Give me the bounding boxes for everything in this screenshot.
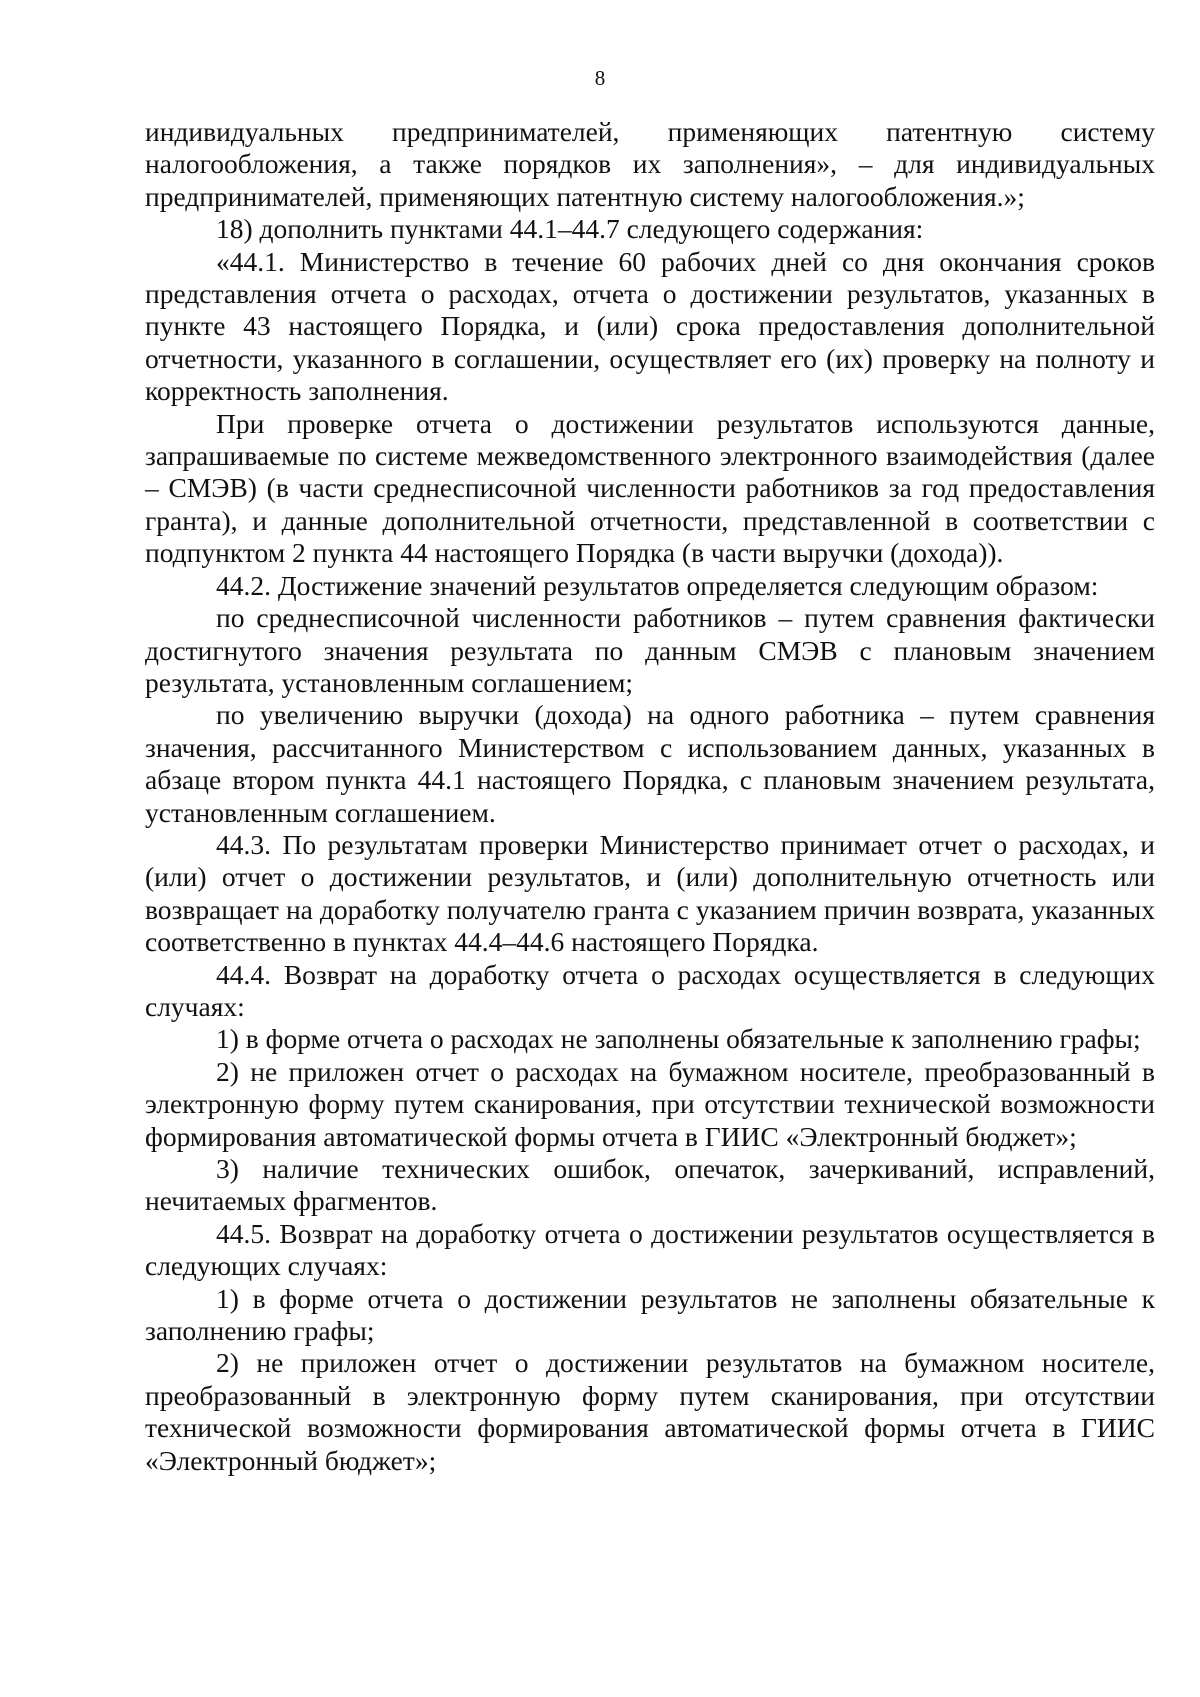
paragraph: 2) не приложен отчет о достижении результатов на бумажном носителе, преобразованный в электронную форму путем сканирования, при отсутствии технической возможности формирования автоматической формы отчета в ГИИС «Электронный бюджет»; bbox=[145, 1347, 1155, 1476]
page-number: 8 bbox=[594, 66, 606, 90]
paragraph: 44.5. Возврат на доработку отчета о достижении результатов осуществляется в следующих случаях: bbox=[145, 1217, 1155, 1282]
paragraph: 44.2. Достижение значений результатов определяется следующим образом: bbox=[216, 569, 1099, 601]
paragraph: 2) не приложен отчет о расходах на бумажном носителе, преобразованный в электронную форму путем сканирования, при отсутствии технической возможности формирования автоматической формы отчета в ГИИС «Электронный бюджет»; bbox=[145, 1055, 1155, 1152]
paragraph: индивидуальных предпринимателей, применяющих патентную систему налогообложения, а также порядков их заполнения», – для индивидуальных предпринимателей, применяющих патентную систему налогообложения.»; bbox=[145, 116, 1155, 212]
paragraph: 44.4. Возврат на доработку отчета о расходах осуществляется в следующих случаях: bbox=[145, 958, 1155, 1022]
document-body bbox=[145, 116, 1155, 1477]
paragraph: 3) наличие технических ошибок, опечаток, зачеркиваний, исправлений, нечитаемых фрагментов. bbox=[145, 1153, 1155, 1217]
paragraph: При проверке отчета о достижении результатов используются данные, запрашиваемые по системе межведомственного электронного взаимодействия (далее – СМЭВ) (в части среднесписочной численности работников за год предоставления гранта), и данные дополнительной отчетности, представленной в соответствии с подпунктом 2 пункта 44 настоящего Порядка (в части выручки (дохода)). bbox=[145, 407, 1155, 569]
paragraph: 1) в форме отчета о достижении результатов не заполнены обязательные к заполнению графы; bbox=[145, 1282, 1155, 1347]
paragraph: по среднесписочной численности работников – путем сравнения фактически достигнутого значения результата по данным СМЭВ с плановым значением результата, установленным соглашением; bbox=[145, 602, 1155, 698]
paragraph: по увеличению выручки (дохода) на одного работника – путем сравнения значения, рассчитанного Министерством с использованием данных, указанных в абзаце втором пункта 44.1 настоящего Порядка, с плановым значением результата, установленным соглашением. bbox=[145, 699, 1155, 828]
paragraph: «44.1. Министерство в течение 60 рабочих дней со дня окончания сроков представления отчета о расходах, отчета о достижении результатов, указанных в пункте 43 настоящего Порядка, и (или) срока предоставления дополнительной отчетности, указанного в соглашении, осуществляет его (их) проверку на полноту и корректность заполнения. bbox=[145, 245, 1155, 407]
paragraph: 1) в форме отчета о расходах не заполнены обязательные к заполнению графы; bbox=[216, 1023, 1141, 1055]
paragraph: 44.3. По результатам проверки Министерство принимает отчет о расходах, и (или) отчет о достижении результатов, и (или) дополнительную отчетность или возвращает на доработку получателю гранта с указанием причин возврата, указанных соответственно в пунктах 44.4–44.6 настоящего Порядка. bbox=[145, 828, 1155, 958]
paragraph: 18) дополнить пунктами 44.1–44.7 следующего содержания: bbox=[216, 213, 924, 245]
